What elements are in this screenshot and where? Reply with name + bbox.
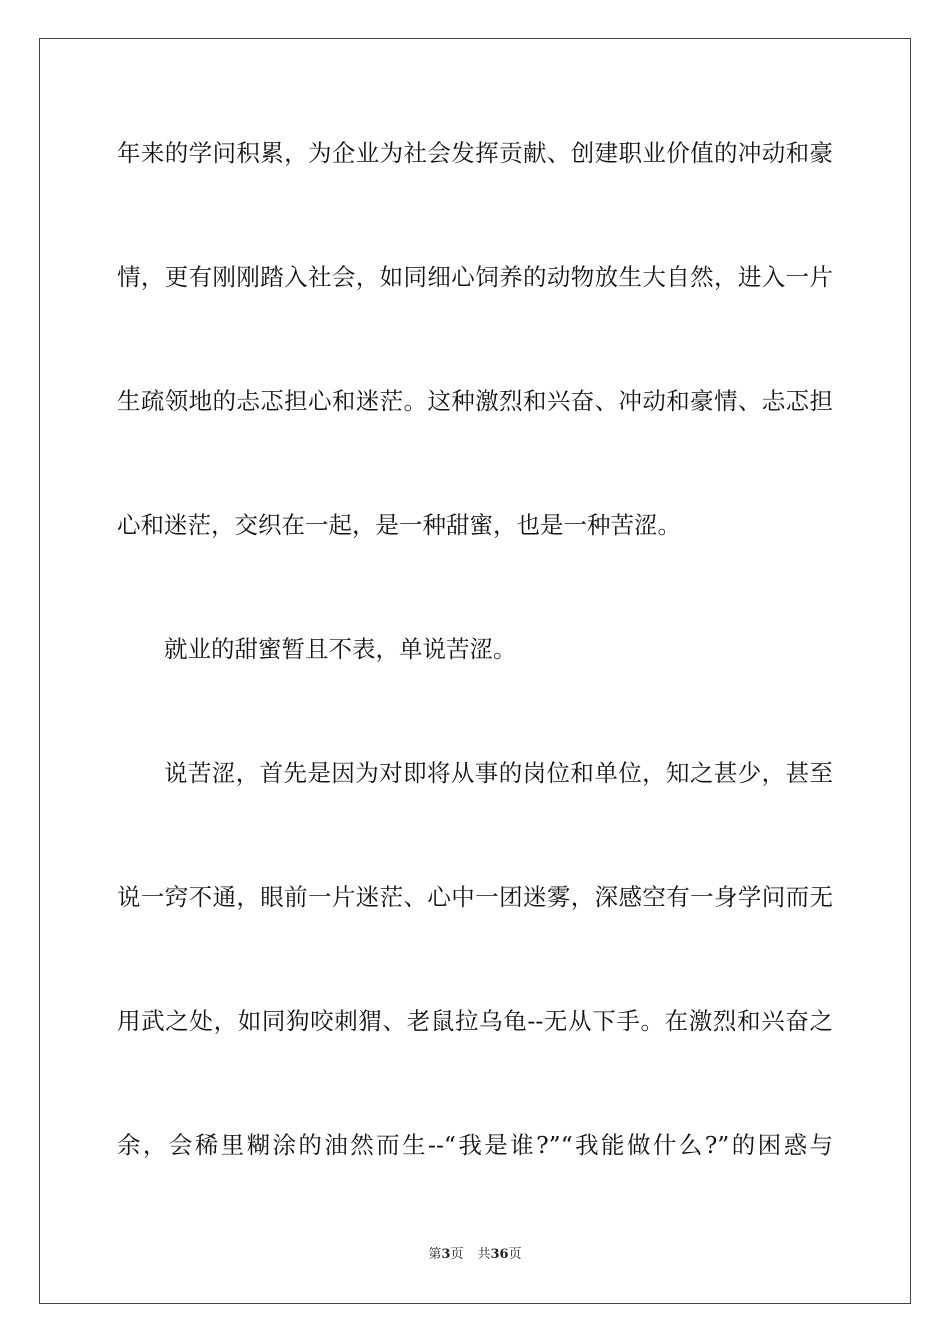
page-border [39, 38, 911, 1304]
text-line: 情，更有刚刚踏入社会，如同细心饲养的动物放生大自然，进入一片 [117, 263, 833, 291]
page-footer [0, 1246, 950, 1264]
text-line: 就业的甜蜜暂且不表，单说苦涩。 [164, 635, 517, 663]
footer-total-pages: 36 [490, 1247, 509, 1262]
text-line: 余，会稀里糊涂的油然而生--“我是谁?”“我能做什么?”的困惑与 [117, 1131, 833, 1159]
text-line: 说苦涩，首先是因为对即将从事的岗位和单位，知之甚少，甚至 [164, 759, 833, 787]
footer-total-prefix: 共 [477, 1247, 491, 1262]
footer-total-suffix: 页 [508, 1247, 522, 1262]
text-line: 说一窍不通，眼前一片迷茫、心中一团迷雾，深感空有一身学问而无 [117, 883, 833, 911]
footer-page-prefix: 第 [428, 1247, 442, 1262]
footer-page-number: 3 [441, 1247, 451, 1262]
text-line: 心和迷茫，交织在一起，是一种甜蜜，也是一种苦涩。 [117, 511, 681, 539]
text-line: 生疏领地的忐忑担心和迷茫。这种激烈和兴奋、冲动和豪情、忐忑担 [117, 387, 833, 415]
text-line: 用武之处，如同狗咬刺猬、老鼠拉乌龟--无从下手。在激烈和兴奋之 [117, 1007, 833, 1035]
text-line: 年来的学问积累，为企业为社会发挥贡献、创建职业价值的冲动和豪 [117, 139, 833, 167]
footer-page-suffix: 页 [450, 1247, 464, 1262]
